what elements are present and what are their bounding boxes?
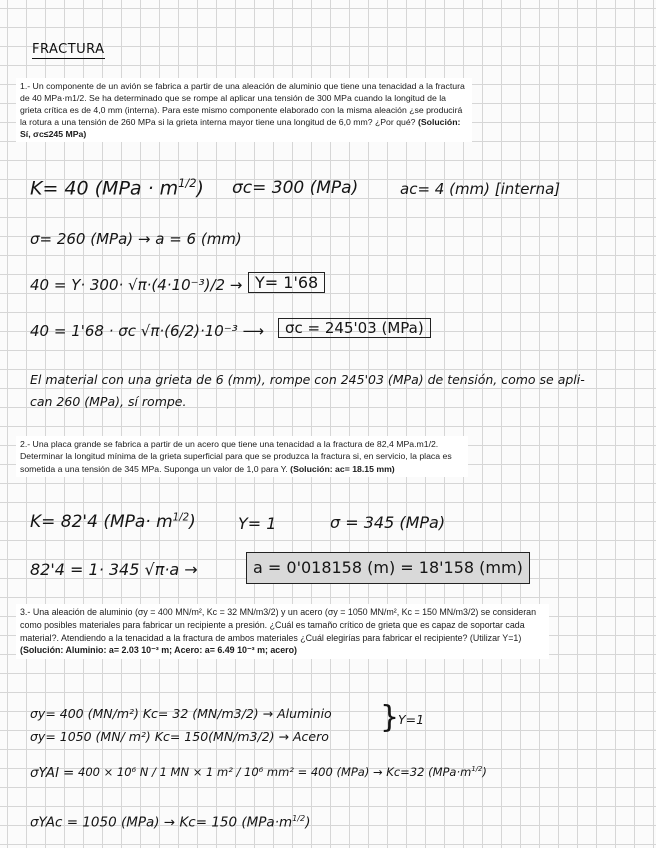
notes1-line1a: K= 40 $(MPa \cdot m^{1/2})$ [30, 176, 204, 200]
notes1-line5: El material con una grieta de 6 (mm), rompe con 245'03 (MPa) de tensión, como se apli- [30, 372, 585, 387]
notes3-line4: σYAc = 1050 (MPa) → Kc= 150 $(MPa\cdot m^{1/2})$ [30, 813, 311, 831]
problem-2-statement [20, 438, 464, 475]
notes3-y: Y=1 [398, 712, 425, 727]
notes3-line2: σy= 1050 (MN/ m²) Kc= 150(MN/m3/2) → Acero [30, 729, 329, 744]
exponent: 1/2 [172, 512, 190, 524]
notes1-line3b: Y= 1'68 [248, 272, 325, 293]
notes1-line6: can 260 (MPa), sí rompe. [30, 394, 187, 409]
exponent: 1/2 [178, 176, 197, 190]
problem-2-box [16, 436, 468, 477]
problem-1-box [16, 78, 472, 142]
notes1-line1b: σc= 300 (MPa) [232, 178, 359, 198]
problem-1-solution: (Solución: Sí, σc≤245 MPa) [20, 117, 461, 140]
exponent: 1/2 [292, 813, 306, 823]
problem-3-box [16, 604, 549, 659]
notes2-line1c: σ = 345 (MPa) [330, 513, 446, 532]
exponent: 1/2 [471, 765, 483, 774]
notes1-line1c: ac= 4 (mm) [interna] [400, 180, 561, 198]
notes3-line3b: 400 × 10⁶ N / 1 MN × 1 m² / 10⁶ mm² = 400 (MPa) → Kc=32 $(MPa\cdot m^{1/2})$ [78, 765, 487, 779]
notes2-line2a: 82'4 = 1· 345 √π·a → [30, 560, 198, 579]
notes2-line1a: K= 82'4 $(MPa\cdot m^{1/2})$ [30, 512, 196, 532]
notes1-line2: σ= 260 (MPa) → a = 6 (mm) [30, 230, 242, 248]
problem-3-text: 3.- Una aleación de aluminio (σy = 400 MN/m², Kc = 32 MN/m3/2) y un acero (σy = 1050 MN/m², Kc = 150 MN/m3/2) se consideran como posibles materiales para fabricar un recipiente a presión. ¿Cuál es tamaño crítico de grieta que es capaz de soportar cada material?. Atendiendo a la tenacidad a la fractura de ambos materiales ¿Cuál elegirías para fabricar el recipiente? (Utilizar Y=1) [20, 607, 537, 643]
problem-3-solution: (Solución: Aluminio: a= 2.03 10⁻³ m; Acero: a= 6.49 10⁻³ m; acero) [20, 645, 298, 656]
notes2-line2b: a = 0'018158 (m) = 18'158 (mm) [246, 552, 530, 584]
notes3-brace: } [380, 700, 400, 735]
notes1-line3a: 40 = Y· 300· √π·(4·10⁻³)/2 → [30, 276, 243, 294]
notes3-line3a: σYAl = [30, 765, 75, 781]
page-title: FRACTURA [32, 42, 105, 57]
problem-2-solution: (Solución: ac= 18.15 mm) [290, 463, 395, 474]
problem-1-statement [20, 80, 468, 140]
notes2-line1b: Y= 1 [238, 514, 277, 533]
notes3-line1: σy= 400 (MN/m²) Kc= 32 (MN/m3/2) → Aluminio [30, 706, 332, 721]
problem-1-text: 1.- Un componente de un avión se fabrica a partir de una aleación de aluminio que tiene una tenacidad a la fractura de 40 MPa·m1/2. Se ha determinado que se rompe al aplicar una tensión de 300 MPa cuando la longitud de la grieta crítica es de 4,0 mm (interna). Para este mismo componente elaborado con la misma aleación ¿se producirá la rotura a una tensión de 260 MPa si la grieta interna mayor tiene una longitud de 6,0 mm? ¿Por qué? [20, 81, 465, 128]
problem-2-text: 2.- Una placa grande se fabrica a partir de un acero que tiene una tenacidad a la fractura de 82,4 MPa.m1/2. Determinar la longitud mínima de la grieta superficial para que se produzca la fractura si, en servicio, la placa es sometida a una tensión de 345 MPa. Suponga un valor de 1,0 para Y. [20, 439, 452, 474]
problem-3-statement [20, 606, 545, 657]
notes1-line4b: σc = 245'03 (MPa) [278, 318, 431, 338]
notes1-line4a: 40 = 1'68 · σc √π·(6/2)·10⁻³ ⟶ [30, 322, 265, 340]
